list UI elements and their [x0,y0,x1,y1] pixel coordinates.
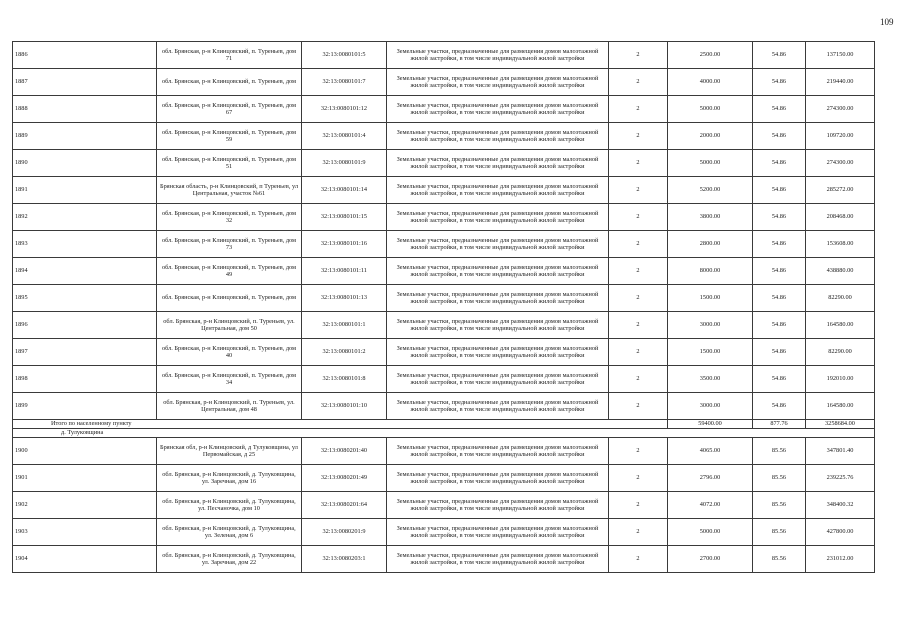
locality-name: д. Тулуковщина [13,429,875,438]
row-cadastral-value: 348400.32 [806,492,875,519]
row-address: обл. Брянская, р-н Клинцовский, п. Туреньев, дом 40 [157,339,302,366]
row-cadastral-value: 274300.00 [806,150,875,177]
row-land-use: Земельные участки, предназначенные для размещения домов малоэтажной жилой застройки, в том числе индивидуальной жилой застройки [387,204,609,231]
row-cadastral-number: 32:13:0080203:1 [302,546,387,573]
row-cadastral-value: 347801.40 [806,438,875,465]
row-category: 2 [609,258,668,285]
row-cadastral-number: 32:13:0080101:10 [302,393,387,420]
row-area: 1500.00 [668,285,753,312]
row-land-use: Земельные участки, предназначенные для размещения домов малоэтажной жилой застройки, в том числе индивидуальной жилой застройки [387,150,609,177]
row-category: 2 [609,546,668,573]
row-rate: 54.86 [753,69,806,96]
row-number: 1895 [13,285,157,312]
row-rate: 85.56 [753,438,806,465]
row-number: 1898 [13,366,157,393]
row-number: 1894 [13,258,157,285]
row-area: 5000.00 [668,96,753,123]
land-registry-table [12,41,875,573]
table-row [13,258,875,285]
row-land-use: Земельные участки, предназначенные для размещения домов малоэтажной жилой застройки, в том числе индивидуальной жилой застройки [387,42,609,69]
row-land-use: Земельные участки, предназначенные для размещения домов малоэтажной жилой застройки, в том числе индивидуальной жилой застройки [387,339,609,366]
row-area: 2500.00 [668,42,753,69]
table-row [13,438,875,465]
row-address: обл. Брянская, р-н Клинцовский, п. Туреньев, дом [157,285,302,312]
row-category: 2 [609,96,668,123]
table-row [13,150,875,177]
row-category: 2 [609,231,668,258]
row-number: 1897 [13,339,157,366]
row-number: 1892 [13,204,157,231]
row-area: 4000.00 [668,69,753,96]
row-category: 2 [609,312,668,339]
row-land-use: Земельные участки, предназначенные для размещения домов малоэтажной жилой застройки, в том числе индивидуальной жилой застройки [387,258,609,285]
row-address: обл. Брянская, р-н Клинцовский, п. Туреньев, дом 32 [157,204,302,231]
table-row [13,285,875,312]
row-rate: 54.86 [753,96,806,123]
row-address: обл. Брянская, р-н Клинцовский, п. Туреньев, ул. Центральная, дом 50 [157,312,302,339]
table-row [13,96,875,123]
row-cadastral-number: 32:13:0080101:11 [302,258,387,285]
row-land-use: Земельные участки, предназначенные для размещения домов малоэтажной жилой застройки, в том числе индивидуальной жилой застройки [387,231,609,258]
row-area: 8000.00 [668,258,753,285]
row-category: 2 [609,69,668,96]
row-cadastral-value: 438880.00 [806,258,875,285]
row-number: 1893 [13,231,157,258]
subtotal-section [13,420,875,438]
row-cadastral-number: 32:13:0080201:9 [302,519,387,546]
row-cadastral-value: 427800.00 [806,519,875,546]
row-cadastral-value: 82290.00 [806,285,875,312]
row-cadastral-value: 285272.00 [806,177,875,204]
row-address: обл. Брянская, р-н Клинцовский, п. Туреньев, дом 59 [157,123,302,150]
row-rate: 54.86 [753,204,806,231]
row-rate: 54.86 [753,339,806,366]
row-land-use: Земельные участки, предназначенные для размещения домов малоэтажной жилой застройки, в том числе индивидуальной жилой застройки [387,519,609,546]
row-category: 2 [609,123,668,150]
row-cadastral-value: 231012.00 [806,546,875,573]
row-cadastral-value: 82290.00 [806,339,875,366]
row-rate: 54.86 [753,366,806,393]
row-cadastral-number: 32:13:0080101:12 [302,96,387,123]
row-cadastral-value: 274300.00 [806,96,875,123]
page-number: 109 [880,17,894,27]
table-row [13,366,875,393]
row-area: 2700.00 [668,546,753,573]
row-address: обл. Брянская, р-н Клинцовский, д. Тулуковщина, ул. Песчаночка, дом 10 [157,492,302,519]
table-row [13,339,875,366]
row-land-use: Земельные участки, предназначенные для размещения домов малоэтажной жилой застройки, в том числе индивидуальной жилой застройки [387,465,609,492]
table-row [13,204,875,231]
row-area: 1500.00 [668,339,753,366]
table-row [13,177,875,204]
row-cadastral-value: 164580.00 [806,312,875,339]
row-cadastral-number: 32:13:0080101:1 [302,312,387,339]
row-address: обл. Брянская, р-н Клинцовский, п. Туреньев, ул. Центральная, дом 48 [157,393,302,420]
row-address: обл. Брянская, р-н Клинцовский, п. Туреньев, дом 67 [157,96,302,123]
row-number: 1890 [13,150,157,177]
row-cadastral-number: 32:13:0080201:40 [302,438,387,465]
row-number: 1888 [13,96,157,123]
row-land-use: Земельные участки, предназначенные для размещения домов малоэтажной жилой застройки, в том числе индивидуальной жилой застройки [387,366,609,393]
row-rate: 54.86 [753,123,806,150]
row-area: 4072.00 [668,492,753,519]
row-cadastral-number: 32:13:0080101:13 [302,285,387,312]
row-cadastral-number: 32:13:0080101:16 [302,231,387,258]
row-address: обл. Брянская, р-н Клинцовский, п. Туреньев, дом 51 [157,150,302,177]
row-cadastral-value: 109720.00 [806,123,875,150]
row-cadastral-number: 32:13:0080101:5 [302,42,387,69]
row-land-use: Земельные участки, предназначенные для размещения домов малоэтажной жилой застройки, в том числе индивидуальной жилой застройки [387,438,609,465]
row-address: обл. Брянская, р-н Клинцовский, д. Тулуковщина, ул. Заречная, дом 16 [157,465,302,492]
row-cadastral-value: 219440.00 [806,69,875,96]
table-row [13,465,875,492]
row-land-use: Земельные участки, предназначенные для размещения домов малоэтажной жилой застройки, в том числе индивидуальной жилой застройки [387,546,609,573]
row-number: 1904 [13,546,157,573]
row-category: 2 [609,465,668,492]
row-land-use: Земельные участки, предназначенные для размещения домов малоэтажной жилой застройки, в том числе индивидуальной жилой застройки [387,177,609,204]
row-number: 1902 [13,492,157,519]
row-address: Брянская обл, р-н Клинцовский, д Тулуковщина, ул Первомайская, д 25 [157,438,302,465]
row-rate: 54.86 [753,231,806,258]
locality-header-row [13,429,875,438]
row-category: 2 [609,339,668,366]
row-area: 5000.00 [668,519,753,546]
row-land-use: Земельные участки, предназначенные для размещения домов малоэтажной жилой застройки, в том числе индивидуальной жилой застройки [387,492,609,519]
row-area: 5000.00 [668,150,753,177]
row-rate: 54.86 [753,312,806,339]
row-land-use: Земельные участки, предназначенные для размещения домов малоэтажной жилой застройки, в том числе индивидуальной жилой застройки [387,312,609,339]
row-address: обл. Брянская, р-н Клинцовский, д. Тулуковщина, ул. Заречная, дом 22 [157,546,302,573]
row-category: 2 [609,366,668,393]
row-rate: 54.86 [753,177,806,204]
row-cadastral-value: 239225.76 [806,465,875,492]
row-cadastral-number: 32:13:0080101:15 [302,204,387,231]
row-area: 3000.00 [668,312,753,339]
row-number: 1889 [13,123,157,150]
row-category: 2 [609,42,668,69]
row-address: обл. Брянская, р-н Клинцовский, п. Туреньев, дом [157,69,302,96]
table-row [13,42,875,69]
row-number: 1903 [13,519,157,546]
table-body-turenev [13,42,875,420]
table-body-tulukovshchina [13,438,875,573]
row-land-use: Земельные участки, предназначенные для размещения домов малоэтажной жилой застройки, в том числе индивидуальной жилой застройки [387,285,609,312]
row-area: 4065.00 [668,438,753,465]
row-cadastral-number: 32:13:0080101:8 [302,366,387,393]
row-category: 2 [609,393,668,420]
row-category: 2 [609,519,668,546]
row-rate: 54.86 [753,393,806,420]
row-number: 1886 [13,42,157,69]
row-cadastral-number: 32:13:0080101:7 [302,69,387,96]
row-category: 2 [609,150,668,177]
row-rate: 85.56 [753,519,806,546]
row-category: 2 [609,438,668,465]
row-address: обл. Брянская, р-н Клинцовский, п. Туреньев, дом 49 [157,258,302,285]
row-cadastral-value: 208468.00 [806,204,875,231]
row-land-use: Земельные участки, предназначенные для размещения домов малоэтажной жилой застройки, в том числе индивидуальной жилой застройки [387,96,609,123]
subtotal-row [13,420,875,429]
row-number: 1901 [13,465,157,492]
row-rate: 85.56 [753,492,806,519]
row-area: 3800.00 [668,204,753,231]
subtotal-area: 59400.00 [668,420,753,429]
row-area: 2000.00 [668,123,753,150]
row-cadastral-value: 153608.00 [806,231,875,258]
row-number: 1899 [13,393,157,420]
table-row [13,519,875,546]
row-address: обл. Брянская, р-н Клинцовский, п. Туреньев, дом 73 [157,231,302,258]
row-cadastral-number: 32:13:0080201:64 [302,492,387,519]
row-land-use: Земельные участки, предназначенные для размещения домов малоэтажной жилой застройки, в том числе индивидуальной жилой застройки [387,393,609,420]
row-cadastral-number: 32:13:0080101:2 [302,339,387,366]
row-address: обл. Брянская, р-н Клинцовский, п. Туреньев, дом 71 [157,42,302,69]
row-number: 1887 [13,69,157,96]
row-address: обл. Брянская, р-н Клинцовский, д. Тулуковщина, ул. Зеленая, дом 6 [157,519,302,546]
row-cadastral-value: 192010.00 [806,366,875,393]
row-cadastral-number: 32:13:0080101:4 [302,123,387,150]
row-category: 2 [609,177,668,204]
table-row [13,546,875,573]
row-cadastral-value: 137150.00 [806,42,875,69]
row-number: 1896 [13,312,157,339]
row-area: 3500.00 [668,366,753,393]
row-address: Брянская область, р-н Клинцовский, п Туреньев, ул Центральная, участок №61 [157,177,302,204]
table-row [13,231,875,258]
table-row [13,312,875,339]
row-number: 1891 [13,177,157,204]
row-land-use: Земельные участки, предназначенные для размещения домов малоэтажной жилой застройки, в том числе индивидуальной жилой застройки [387,123,609,150]
row-rate: 54.86 [753,150,806,177]
table-row [13,492,875,519]
row-rate: 54.86 [753,285,806,312]
row-category: 2 [609,204,668,231]
subtotal-value: 3258684.00 [806,420,875,429]
row-area: 5200.00 [668,177,753,204]
row-area: 3000.00 [668,393,753,420]
row-rate: 54.86 [753,258,806,285]
subtotal-label: Итого по населенному пункту [13,420,668,429]
row-cadastral-value: 164580.00 [806,393,875,420]
row-cadastral-number: 32:13:0080101:9 [302,150,387,177]
row-area: 2800.00 [668,231,753,258]
table-row [13,69,875,96]
row-cadastral-number: 32:13:0080101:14 [302,177,387,204]
row-area: 2796.00 [668,465,753,492]
row-cadastral-number: 32:13:0080201:49 [302,465,387,492]
row-category: 2 [609,492,668,519]
table-row [13,393,875,420]
row-rate: 85.56 [753,465,806,492]
row-rate: 85.56 [753,546,806,573]
row-number: 1900 [13,438,157,465]
row-rate: 54.86 [753,42,806,69]
subtotal-rate: 877.76 [753,420,806,429]
table-row [13,123,875,150]
row-category: 2 [609,285,668,312]
row-land-use: Земельные участки, предназначенные для размещения домов малоэтажной жилой застройки, в том числе индивидуальной жилой застройки [387,69,609,96]
row-address: обл. Брянская, р-н Клинцовский, п. Туреньев, дом 34 [157,366,302,393]
